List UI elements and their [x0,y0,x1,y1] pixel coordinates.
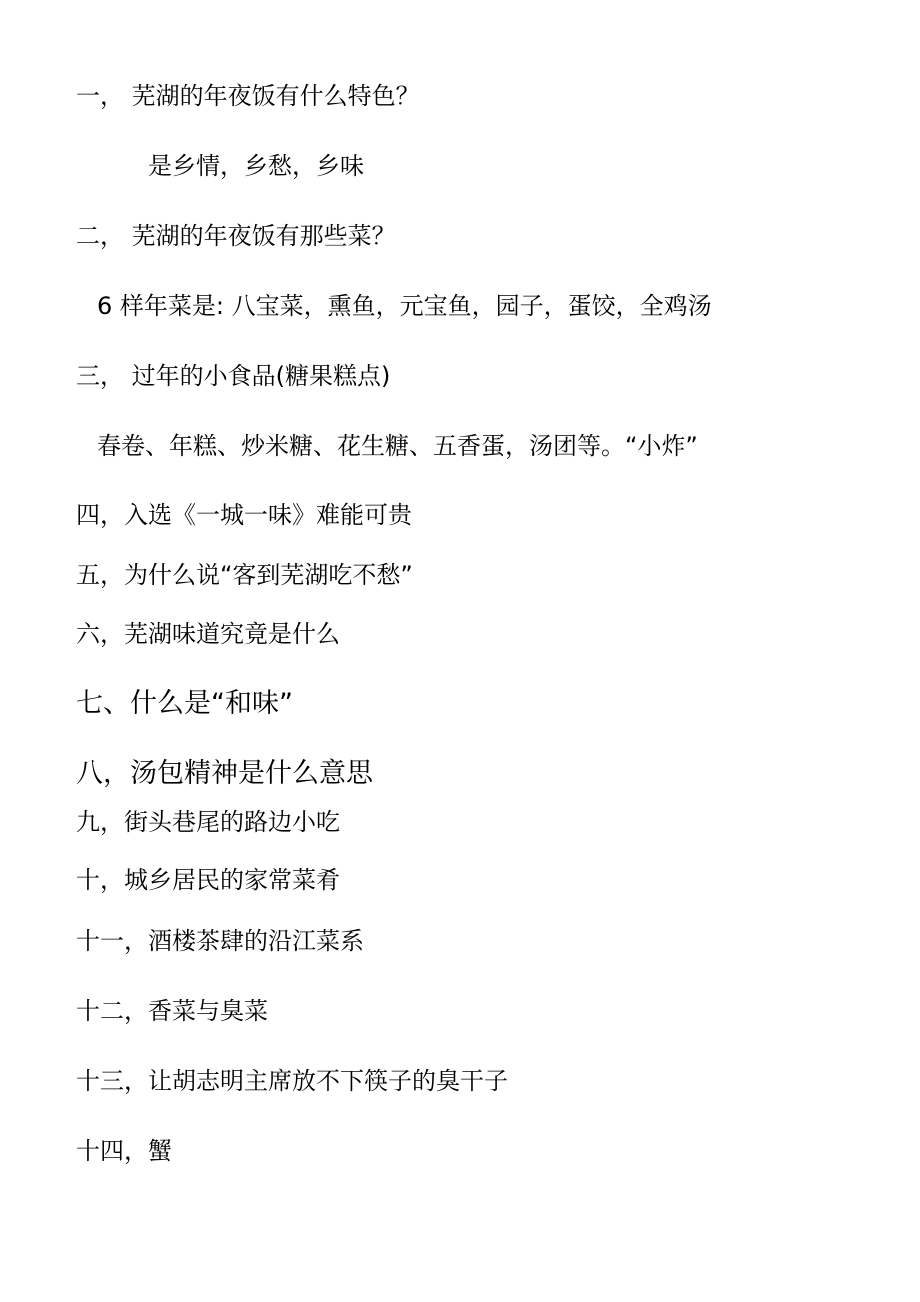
item-4: 四，入选《一城一味》难能可贵 [76,501,412,529]
item-12: 十二，香菜与臭菜 [76,997,268,1025]
item-9: 九，街头巷尾的路边小吃 [76,808,340,836]
answer-2: 6 样年菜是: 八宝菜，熏鱼，元宝鱼，园子，蛋饺，全鸡汤 [97,292,712,320]
answer-1: 是乡情，乡愁，乡味 [148,152,364,180]
item-5: 五，为什么说“客到芜湖吃不愁” [76,561,413,589]
item-13: 十三，让胡志明主席放不下筷子的臭干子 [76,1067,508,1095]
question-3: 三， 过年的小食品(糖果糕点) [76,362,391,390]
item-6: 六，芜湖味道究竟是什么 [76,620,340,648]
item-10: 十，城乡居民的家常菜肴 [76,866,340,894]
answer-3: 春卷、年糕、炒米糖、花生糖、五香蛋，汤团等。“小炸” [97,432,698,460]
item-8: 八，汤包精神是什么意思 [76,758,373,789]
item-11: 十一，酒楼茶肆的沿江菜系 [76,927,364,955]
item-7: 七、什么是“和味” [76,688,293,719]
item-14: 十四，蟹 [76,1137,172,1165]
question-1: 一， 芜湖的年夜饭有什么特色？ [76,82,420,110]
question-2: 二， 芜湖的年夜饭有那些菜？ [76,222,396,250]
